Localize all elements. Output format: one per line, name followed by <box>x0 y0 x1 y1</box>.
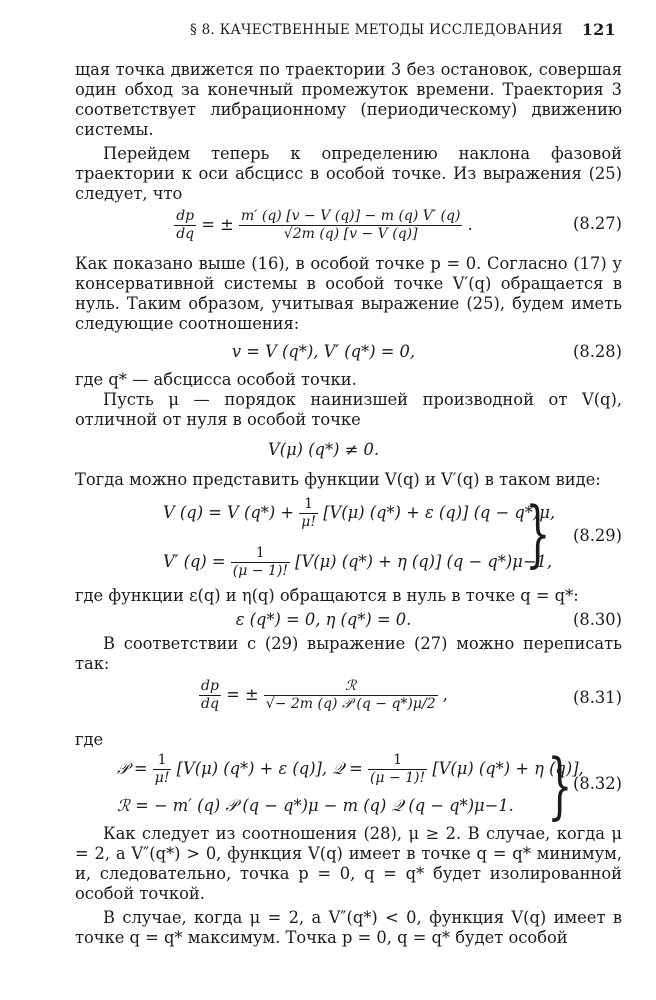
equation-number: (8.29) <box>573 526 622 545</box>
equation-row: 𝒫 = $\frac{1}{\mu!}$ [V(μ) (q*) + ε (q)], 𝒬 = $\frac{1}{(\mu - 1)!}$ [V(μ) (q*) + η (q)], <box>117 752 584 786</box>
paragraph: где <box>75 730 104 749</box>
paragraph: В соответствии с (29) выражение (27) можно переписать так: <box>75 634 622 673</box>
page-body <box>75 60 622 948</box>
equation-formula: V(μ) (q*) ≠ 0. <box>267 440 379 459</box>
equation-number: (8.28) <box>573 342 622 361</box>
equation-number: (8.31) <box>573 688 622 707</box>
equation-8-27 <box>75 204 622 254</box>
equation-row: V′ (q) = $\frac{1}{(\mu - 1)!}$ [V(μ) (q*) + η (q)] (q − q*)μ−1, <box>163 545 552 579</box>
paragraph: где q* — абсцисса особой точки. <box>75 370 357 389</box>
right-brace: } <box>525 491 551 575</box>
equation-number: (8.27) <box>573 214 622 233</box>
right-brace: } <box>547 743 573 827</box>
section-title: § 8. КАЧЕСТВЕННЫЕ МЕТОДЫ ИССЛЕДОВАНИЯ <box>190 22 563 38</box>
equation-system <box>117 752 584 819</box>
paragraph: Как показано выше (16), в особой точке p = 0. Согласно (17) у консервативной системы в особой точке V′(q) обращается в нуль. Таким образом, учитывая выражение (25), будем иметь следующие соотношения: <box>75 254 622 333</box>
paragraph: Пусть μ — порядок наинизшей производной от V(q), отличной от нуля в особой точке <box>75 390 622 429</box>
equation-8-28 <box>75 334 622 370</box>
paragraph: Как следует из соотношения (28), μ ≥ 2. В случае, когда μ = 2, а V″(q*) > 0, функция V(q) имеет в точке q = q* минимум, и, следовательно, точка p = 0, q = q* будет изолированной особой точкой. <box>75 824 622 903</box>
equation-number: (8.30) <box>573 610 622 629</box>
equation-8-29 <box>75 491 622 582</box>
equation-formula: $\frac{dp}{dq}$ = ± $\frac{m' (q) [v - V (q)] - m (q) V' (q)}{√2m (q) [v - V (q)]}$ . <box>176 208 473 242</box>
equation-8-30 <box>75 606 622 634</box>
paragraph: где функции ε(q) и η(q) обращаются в нуль в точке q = q*: <box>75 586 579 605</box>
paragraph: Тогда можно представить функции V(q) и V′(q) в таком виде: <box>75 470 601 489</box>
equation-formula: ε (q*) = 0, η (q*) = 0. <box>235 610 412 629</box>
equation-nonzero <box>75 430 622 470</box>
equation-row: ℛ = − m′ (q) 𝒫 (q − q*)μ − m (q) 𝒬 (q − q*)μ−1. <box>117 796 514 815</box>
equation-row: V (q) = V (q*) + $\frac{1}{\mu!}$ [V(μ) (q*) + ε (q)] (q − q*)μ, <box>163 496 556 530</box>
equation-number: (8.32) <box>573 774 622 793</box>
equation-system <box>163 496 555 580</box>
running-header <box>75 20 616 46</box>
paragraph: щая точка движется по траектории 3 без остановок, совершая один обход за конечный промежуток времени. Траектория 3 соответствует либрационному (периодическому) движению системы. <box>75 60 622 139</box>
equation-8-31 <box>75 674 622 730</box>
equation-formula: $\frac{dp}{dq}$ = ± $\frac{\text{ℛ}}{\text{√− 2m (q) 𝒫 (q − q*)μ/2}}$ , <box>201 678 448 712</box>
fraction: $\frac{m' (q) [v - V (q)] - m (q) V' (q)}{√2m (q) [v - V (q)]}$ <box>240 208 461 242</box>
paragraph: В случае, когда μ = 2, а V″(q*) < 0, функция V(q) имеет в точке q = q* максимум. Точка p = 0, q = q* будет особой <box>75 908 622 947</box>
fraction: $\frac{dp}{dq}$ <box>176 208 195 242</box>
equation-8-32 <box>75 743 622 827</box>
page-number: 121 <box>581 20 616 39</box>
equation-formula: v = V (q*), V′ (q*) = 0, <box>231 342 416 361</box>
paragraph: Перейдем теперь к определению наклона фазовой траектории к оси абсцисс в особой точке. Из выражения (25) следует, что <box>75 144 622 203</box>
